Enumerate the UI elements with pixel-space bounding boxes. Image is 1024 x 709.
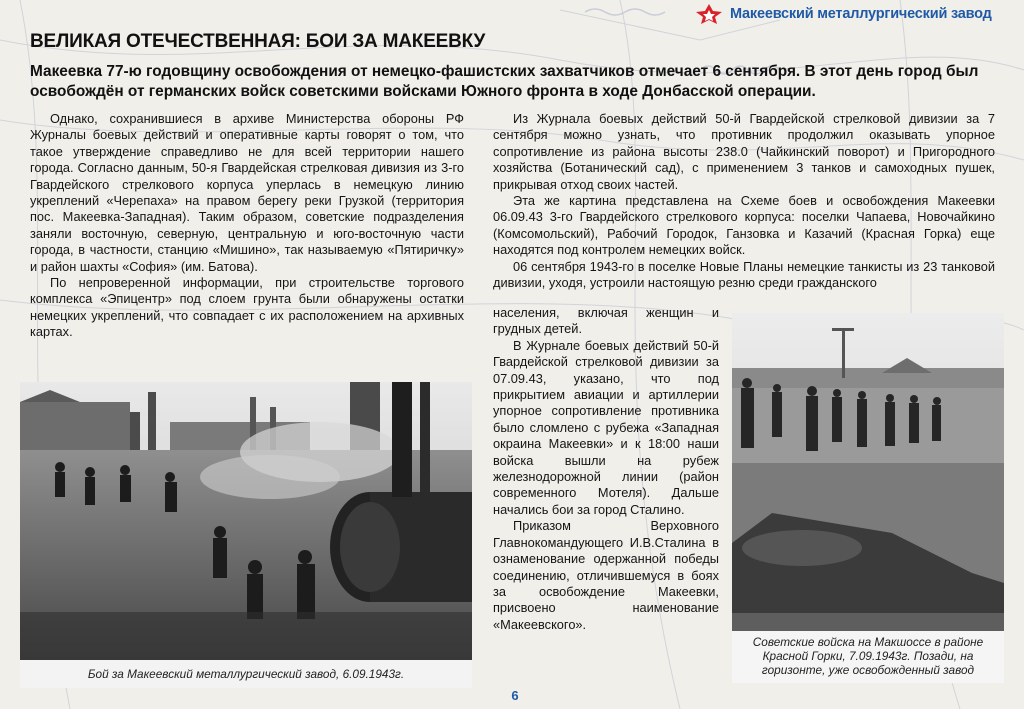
lead-paragraph: Макеевка 77-ю годовщину освобождения от немецко-фашистских захватчиков отмечает 6 сентября. В этот день город был освобождён от германских войск советскими войсками Южного фронта в ходе Донбасской операции. [30,63,979,100]
left-photo-caption: Бой за Макеевский металлургический завод, 6.09.1943г. [20,660,472,688]
middle-paragraph-1: В Журнале боевых действий 50-й Гвардейской стрелковой дивизии за 07.09.43, указано, что под прикрытием авиации и артиллерии упорное сопротивление противника было сломлено с рубежа «Западная окраина Макеевки» и к 18:00 наши войска вышли на рубеж железнодорожной линии (район современного Мотеля). Дальше начались бои за город Сталино. [493,337,719,517]
page-title: ВЕЛИКАЯ ОТЕЧЕСТВЕННАЯ: БОИ ЗА МАКЕЕВКУ [30,31,486,52]
right-paragraph-1: Из Журнала боевых действий 50-й Гвардейской стрелковой дивизии за 7 сентября можно узнать, что противник продолжил оказывать упорное сопротивление из района высоты 238.0 (Чайкинский поворот) и Пригородного хозяйства (Ботанический сад), с применением 3 танков и самоходных пушек, прикрывая отход своих частей. [493,111,995,192]
middle-column [493,305,719,633]
battle-photo-image [20,382,472,688]
left-column [30,111,464,341]
left-paragraph-1: Однако, сохранившиеся в архиве Министерства обороны РФ Журналы боевых действий и оперативные карты говорят о том, что такое утверждение справедливо не для всей территории нашего города. Согласно данным, 50-я Гвардейская стрелковая дивизия из 3-го Гвардейского стрелкового корпуса уперлась в немецкую линию укреплений «Черепаха» на правом берегу реки Грузкой (территория пос. Макеевка-Западная). Таким образом, советские подразделения заняли восточную, северную, центральную и юго-восточную части города, в частности, станцию «Мишино», так называемую «Пятиричку» и район шахты «София» (им. Батова). [30,111,464,274]
middle-paragraph-2: Приказом Верховного Главнокомандующего И.В.Сталина в ознаменование одержанной победы соединению, отличившемуся в боях за освобождение Макеевки, присвоено наименование «Макеевского». [493,518,719,632]
right-paragraph-3: 06 сентября 1943-го в поселке Новые Планы немецкие танкисты из 23 танковой дивизии, уходя, устроили настоящую резню среди гражданского [493,258,995,291]
company-name: Макеевский металлургический завод [730,6,992,22]
troops-photo [732,313,1004,683]
troops-photo-image [732,313,1004,683]
right-paragraph-2: Эта же картина представлена на Схеме боев и освобождения Макеевки 06.09.43 3-го Гвардейского стрелкового корпуса: поселки Чапаева, Новочайкино (Комсомольский), Рабочий Городок, Ганзовка и Казачий (Красная Горка) еще находятся под контролем немецких войск. [493,193,995,258]
page-number: 6 [511,688,519,703]
battle-photo [20,382,472,688]
middle-continuation: населения, включая женщин и грудных детей. [493,305,719,337]
star-logo-icon [694,3,724,25]
right-photo-caption: Советские войска на Макшоссе в районе Красной Горки, 7.09.1943г. Позади, на горизонте, уже освобожденный завод [732,631,1004,683]
left-paragraph-2: По непроверенной информации, при строительстве торгового комплекса «Эпицентр» под слоем грунта были обнаружены остатки немецких укреплений, что совпадает с их расположением на архивных картах. [30,275,464,340]
right-column [493,111,995,291]
company-logo [694,3,1014,25]
